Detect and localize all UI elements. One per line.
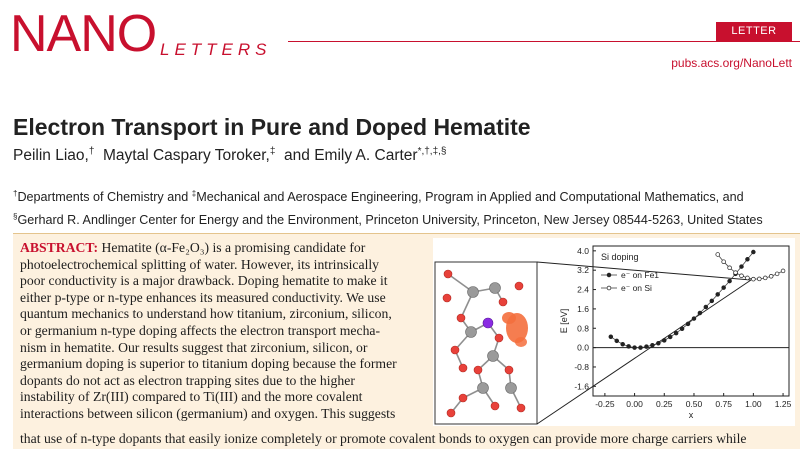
logo-letters-text: LETTERS	[160, 40, 272, 59]
abstract-line: quantum mechanics to understand how titanium, zirconium, silicon,	[20, 306, 392, 322]
data-point	[728, 279, 732, 283]
x-tick-label: 0.00	[626, 399, 643, 409]
abstract-line: instability of Zr(III) compared to Ti(III) and the more covalent	[20, 389, 363, 405]
author-mark: †	[88, 146, 95, 157]
data-point	[722, 260, 726, 264]
data-point	[662, 338, 666, 342]
y-tick-label: 0.8	[577, 323, 589, 334]
data-point	[722, 286, 726, 290]
y-tick-label: 3.2	[577, 265, 589, 276]
x-tick-label: 0.50	[685, 399, 703, 409]
data-point	[686, 322, 690, 326]
logo-nano-text: NANO	[10, 5, 157, 63]
data-point	[692, 317, 696, 321]
abstract-line: dopants do not act as electron trapping sites due to the higher	[20, 372, 355, 388]
x-axis-label: x	[688, 410, 694, 420]
data-point	[740, 265, 744, 269]
legend-swatch-marker	[607, 286, 611, 290]
data-point	[716, 253, 720, 257]
author-name[interactable]: Maytal Caspary Toroker,	[103, 147, 270, 165]
data-point	[704, 305, 708, 309]
y-tick-label: 1.6	[577, 303, 589, 314]
data-point	[763, 276, 767, 280]
abstract-text	[20, 240, 430, 423]
header-rule	[288, 41, 800, 42]
data-point	[746, 257, 750, 261]
chart-title: Si doping	[601, 252, 639, 262]
author-list	[13, 146, 447, 165]
data-point	[781, 269, 785, 273]
data-point	[674, 331, 678, 335]
x-tick-label: 0.75	[715, 399, 732, 409]
abstract-line-text: Hematite (α-Fe₂O₃) is a promising candidate for	[98, 240, 366, 255]
data-point	[668, 335, 672, 339]
data-point	[757, 277, 761, 281]
affiliation-mark: †	[13, 189, 18, 198]
data-point	[751, 250, 755, 254]
y-tick-label: -0.8	[574, 361, 589, 372]
data-point	[769, 274, 773, 278]
affiliation-text: Mechanical and Aerospace Engineering, Program in Applied and Computational Mathematics, and	[196, 190, 744, 205]
data-point	[740, 274, 744, 278]
abstract-label: ABSTRACT:	[20, 240, 99, 255]
legend-swatch-marker	[607, 273, 611, 277]
affiliations	[13, 184, 800, 230]
author-name[interactable]: and Emily A. Carter	[284, 147, 418, 165]
y-tick-label: -1.6	[574, 381, 589, 392]
data-point	[656, 341, 660, 345]
x-tick-label: 1.25	[774, 399, 792, 409]
abstract-line: interactions between silicon (germanium) and oxygen. This suggests	[20, 405, 396, 421]
data-point	[728, 266, 732, 270]
affiliation-line	[13, 184, 800, 207]
data-point	[645, 345, 649, 349]
x-tick-label: 0.25	[655, 399, 673, 409]
abstract-line: germanium doping is superior to titanium doping because the former	[20, 356, 397, 372]
data-point	[609, 335, 613, 339]
abstract-line: poor conductivity is a major drawback. Doping hematite to make it	[20, 273, 388, 289]
data-point	[698, 311, 702, 315]
data-point	[746, 276, 750, 280]
abstract-line: photoelectrochemical splitting of water. However, its intrinsically	[20, 256, 380, 272]
affiliation-mark: §	[13, 212, 18, 222]
author-mark: ‡	[269, 146, 276, 157]
x-tick-label: -0.25	[595, 399, 615, 409]
data-point	[710, 299, 714, 303]
abstract-line: nism in hematite. Our results suggest that zirconium, silicon, or	[20, 339, 368, 355]
article-title: Electron Transport in Pure and Doped Hematite	[13, 114, 531, 140]
author-mark: *,†,‡,§	[417, 146, 447, 157]
affiliation-text: Gerhard R. Andlinger Center for Energy and the Environment, Princeton University, Princeton, New Jersey 08544-5263, United States	[17, 213, 763, 228]
data-point	[734, 271, 738, 275]
data-point	[775, 272, 779, 276]
data-point	[633, 346, 637, 350]
x-tick-label: 1.00	[745, 399, 762, 409]
y-tick-label: 2.4	[577, 284, 589, 295]
author-name[interactable]: Peilin Liao,	[13, 147, 89, 165]
journal-url-link[interactable]: pubs.acs.org/NanoLett	[671, 56, 792, 70]
legend-label: e⁻ on Fe1	[621, 270, 660, 280]
abstract-line: either p-type or n-type enhances its measured conductivity. We use	[20, 289, 386, 305]
data-point	[639, 346, 643, 350]
data-point	[680, 327, 684, 331]
affiliation-mark: ‡	[191, 189, 197, 198]
data-point	[716, 292, 720, 296]
y-axis-label: E [eV]	[559, 308, 569, 334]
affiliation-line	[13, 207, 800, 230]
data-point	[751, 277, 755, 281]
abstract-last-line: that use of n-type dopants that easily ionize completely or promote covalent bonds to oxygen can provide more charge carriers while	[20, 431, 747, 446]
data-point	[621, 342, 625, 346]
data-point	[627, 345, 631, 349]
toc-figure	[433, 238, 795, 426]
y-tick-label: 4.0	[577, 245, 589, 256]
data-point	[615, 339, 619, 343]
crystal-structure-image	[435, 262, 537, 424]
y-tick-label: 0.0	[577, 342, 589, 353]
data-point	[650, 343, 654, 347]
dopant-atom	[483, 318, 493, 328]
abstract-line	[20, 240, 430, 257]
affiliation-text: Departments of Chemistry and	[17, 190, 192, 205]
article-type-badge: LETTER	[716, 22, 792, 41]
legend-label: e⁻ on Si	[621, 283, 652, 293]
abstract-line: or germanium n-type doping affects the electron transport mecha-	[20, 322, 381, 338]
